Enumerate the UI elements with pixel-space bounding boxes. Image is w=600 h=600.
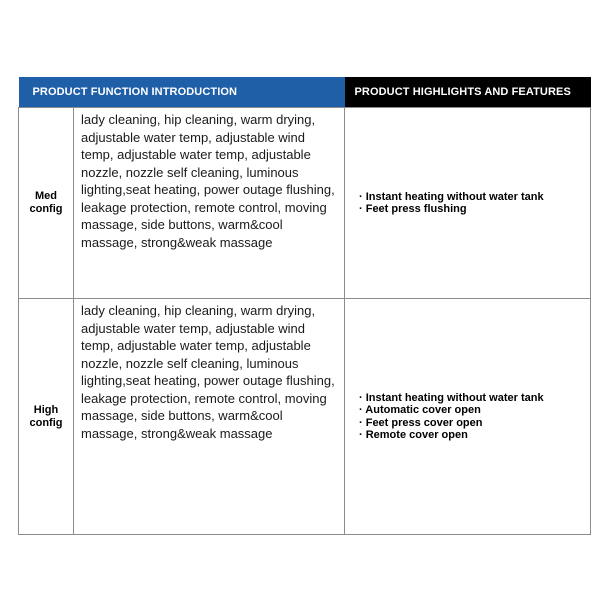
- config-label: [19, 404, 73, 430]
- config-label-cell: [19, 299, 74, 535]
- config-label: [19, 190, 73, 216]
- config-label-cell: [19, 108, 74, 299]
- table-row-high-config: [19, 299, 591, 535]
- highlights-cell: [345, 108, 591, 299]
- highlights-cell: [345, 299, 591, 535]
- highlights-list: [359, 392, 582, 442]
- highlight-item: · Instant heating without water tank: [359, 190, 544, 203]
- highlight-item: · Remote cover open: [359, 429, 468, 441]
- function-list-text: lady cleaning, hip cleaning, warm drying, adjustable water temp, adjustable wind temp, adjustable water temp, adjustable nozzle, nozzle self cleaning, luminous lighting,seat heating, power outage flushing, leakage protection, remote control, moving massage, side buttons, warm&cool massage, strong&weak massage: [74, 108, 345, 299]
- highlights-header: PRODUCT HIGHLIGHTS AND FEATURES: [345, 77, 591, 108]
- highlight-item: · Automatic cover open: [359, 404, 481, 416]
- table-row-med-config: [19, 108, 591, 299]
- function-intro-header: PRODUCT FUNCTION INTRODUCTION: [19, 77, 345, 108]
- table-header-row: [19, 77, 591, 108]
- highlight-item: · Feet press cover open: [359, 416, 483, 429]
- highlight-item: · Instant heating without water tank: [359, 391, 544, 404]
- config-label-line2: config: [29, 416, 63, 429]
- config-label-line1: Med: [35, 190, 57, 202]
- function-list-text: lady cleaning, hip cleaning, warm drying, adjustable water temp, adjustable wind temp, adjustable water temp, adjustable nozzle, nozzle self cleaning, luminous lighting,seat heating, power outage flushing, leakage protection, remote control, moving massage, side buttons, warm&cool massage, strong&weak massage: [74, 299, 345, 535]
- config-label-line2: config: [29, 203, 63, 215]
- product-spec-table: [18, 77, 591, 535]
- highlight-item: · Feet press flushing: [359, 203, 467, 215]
- config-label-line1: High: [33, 403, 59, 416]
- highlights-list: [359, 191, 582, 216]
